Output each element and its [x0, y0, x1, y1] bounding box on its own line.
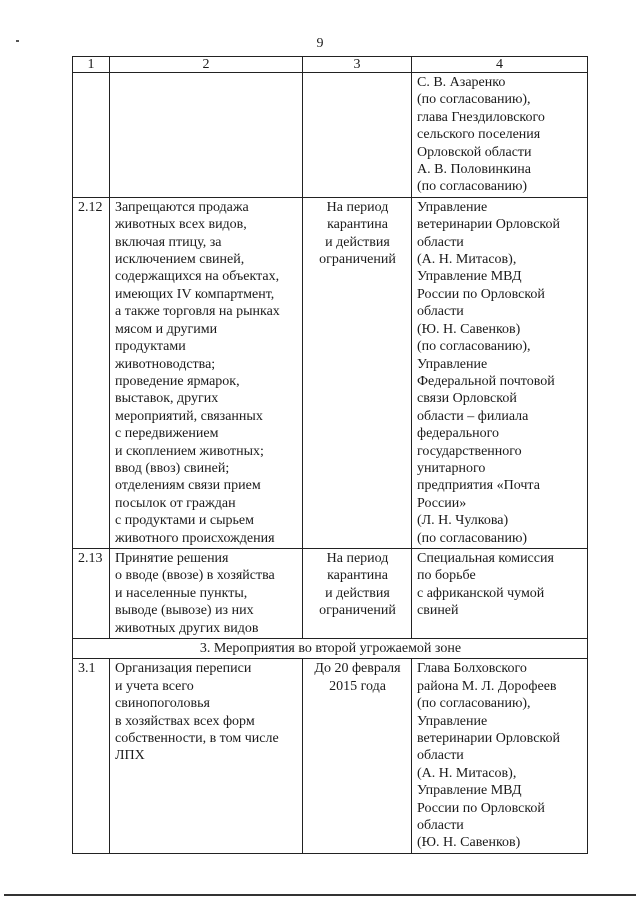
row-number: 2.13 — [73, 548, 110, 638]
cell-line: области — [417, 748, 464, 764]
measure-cell — [110, 197, 303, 548]
cell-line: (по согласованию) — [417, 530, 528, 546]
responsible-cell — [412, 548, 588, 638]
cell-line: посылок от граждан — [115, 495, 236, 511]
cell-line: Управление — [417, 713, 488, 729]
measure-cell — [110, 73, 303, 198]
cell-line: На период — [326, 199, 389, 215]
cell-line: На период — [326, 550, 389, 566]
period-cell — [303, 73, 412, 198]
table-row — [73, 73, 588, 198]
cell-line: Принятие решения — [115, 550, 229, 566]
cell-line: свинопоголовья — [115, 696, 210, 712]
cell-line: Орловской области — [417, 144, 532, 160]
cell-line: (А. Н. Митасов), — [417, 252, 517, 268]
cell-line: глава Гнездиловского — [417, 109, 545, 125]
cell-line: унитарного — [417, 460, 486, 476]
cell-line: собственности, в том числе — [115, 731, 279, 747]
cell-line: области — [417, 304, 464, 320]
cell-line: и действия — [325, 585, 390, 601]
cell-line: мероприятий, связанных — [115, 408, 263, 424]
cell-line: о вводе (ввозе) в хозяйства — [115, 568, 275, 584]
cell-line: района М. Л. Дорофеев — [417, 678, 557, 694]
cell-line: животноводства; — [115, 356, 216, 372]
page-number: 9 — [316, 36, 324, 51]
cell-line: (Ю. Н. Савенков) — [417, 321, 521, 337]
cell-line: Глава Болховского — [417, 661, 527, 677]
section-row — [73, 639, 588, 659]
cell-line: содержащихся на объектах, — [115, 269, 280, 285]
cell-line: Запрещаются продажа — [115, 199, 249, 215]
page-bottom-border — [4, 894, 636, 896]
cell-line: отделениям связи прием — [115, 478, 261, 494]
measure-cell — [110, 659, 303, 853]
cell-line: ветеринарии Орловской — [417, 217, 560, 233]
cell-line: Управление МВД — [417, 783, 522, 799]
cell-line: и учета всего — [115, 678, 194, 694]
table-body — [73, 73, 588, 639]
cell-line: ограничений — [319, 252, 396, 268]
cell-line: сельского поселения — [417, 127, 541, 143]
cell-line: предприятия «Почта — [417, 478, 540, 494]
cell-line: связи Орловской — [417, 391, 517, 407]
period-cell — [303, 659, 412, 853]
section-title: 3. Мероприятия во второй угрожаемой зоне — [73, 639, 588, 659]
period-cell — [303, 548, 412, 638]
cell-line: ограничений — [319, 603, 396, 619]
cell-line: ЛПХ — [115, 748, 145, 764]
measure-cell — [110, 548, 303, 638]
cell-line: До 20 февраля — [314, 661, 401, 677]
cell-line: и действия — [325, 234, 390, 250]
cell-line: области — [417, 818, 464, 834]
cell-line: карантина — [327, 568, 388, 584]
column-header: 2 — [110, 57, 303, 73]
cell-line: Управление МВД — [417, 269, 522, 285]
cell-line: а также торговля на рынках — [115, 304, 280, 320]
cell-line: выводе (вывозе) из них — [115, 603, 254, 619]
cell-line: включая птицу, за — [115, 234, 222, 250]
cell-line: (А. Н. Митасов), — [417, 765, 517, 781]
cell-line: свиней — [417, 603, 459, 619]
cell-line: области – филиала — [417, 408, 529, 424]
cell-line: (Ю. Н. Савенков) — [417, 835, 521, 851]
cell-line: С. В. Азаренко — [417, 75, 506, 90]
table-body-section-3 — [73, 659, 588, 853]
column-header: 4 — [412, 57, 588, 73]
cell-line: ввод (ввоз) свиней; — [115, 460, 230, 476]
cell-line: Управление — [417, 356, 488, 372]
cell-line: (Л. Н. Чулкова) — [417, 513, 509, 529]
cell-line: Управление — [417, 199, 488, 215]
cell-line: (по согласованию), — [417, 339, 531, 355]
cell-line: животных других видов — [115, 620, 259, 636]
table-row — [73, 548, 588, 638]
cell-line: выставок, других — [115, 391, 219, 407]
period-cell — [303, 197, 412, 548]
row-number — [73, 73, 110, 198]
cell-line: животных всех видов, — [115, 217, 247, 233]
table-header-row — [73, 57, 588, 73]
section-header — [73, 639, 588, 659]
cell-line: России» — [417, 495, 467, 511]
table-row — [73, 197, 588, 548]
responsible-cell — [412, 197, 588, 548]
cell-line: области — [417, 234, 464, 250]
cell-line: А. В. Половинкина — [417, 162, 531, 178]
cell-line: исключением свиней, — [115, 252, 245, 268]
cell-line: ветеринарии Орловской — [417, 731, 560, 747]
cell-line: в хозяйствах всех форм — [115, 713, 255, 729]
cell-line: России по Орловской — [417, 286, 545, 302]
cell-line: (по согласованию), — [417, 92, 531, 108]
table-row — [73, 659, 588, 853]
cell-line: (по согласованию) — [417, 179, 528, 195]
cell-line: с продуктами и сырьем — [115, 513, 254, 529]
cell-line: и скоплением животных; — [115, 443, 264, 459]
cell-line: мясом и другими — [115, 321, 218, 337]
column-header: 1 — [73, 57, 110, 73]
cell-line: животного происхождения — [115, 530, 275, 546]
cell-line: по борьбе — [417, 568, 476, 584]
responsible-cell — [412, 659, 588, 853]
cell-line: имеющих IV компартмент, — [115, 286, 275, 302]
cell-line: России по Орловской — [417, 800, 545, 816]
cell-line: проведение ярмарок, — [115, 373, 240, 389]
cell-line: Специальная комиссия — [417, 550, 554, 566]
cell-line: государственного — [417, 443, 522, 459]
cell-line: и населенные пункты, — [115, 585, 248, 601]
column-header: 3 — [303, 57, 412, 73]
row-number: 2.12 — [73, 197, 110, 548]
cell-line: с передвижением — [115, 426, 219, 442]
row-number: 3.1 — [73, 659, 110, 853]
cell-line: продуктами — [115, 339, 186, 355]
responsible-cell — [412, 73, 588, 198]
cell-line: Федеральной почтовой — [417, 373, 555, 389]
cell-line: (по согласованию), — [417, 696, 531, 712]
cell-line: карантина — [327, 217, 388, 233]
measures-table — [72, 56, 588, 854]
cell-line: Организация переписи — [115, 661, 252, 677]
cell-line: с африканской чумой — [417, 585, 545, 601]
cell-line: федерального — [417, 426, 500, 442]
cell-line: 2015 года — [329, 678, 386, 694]
